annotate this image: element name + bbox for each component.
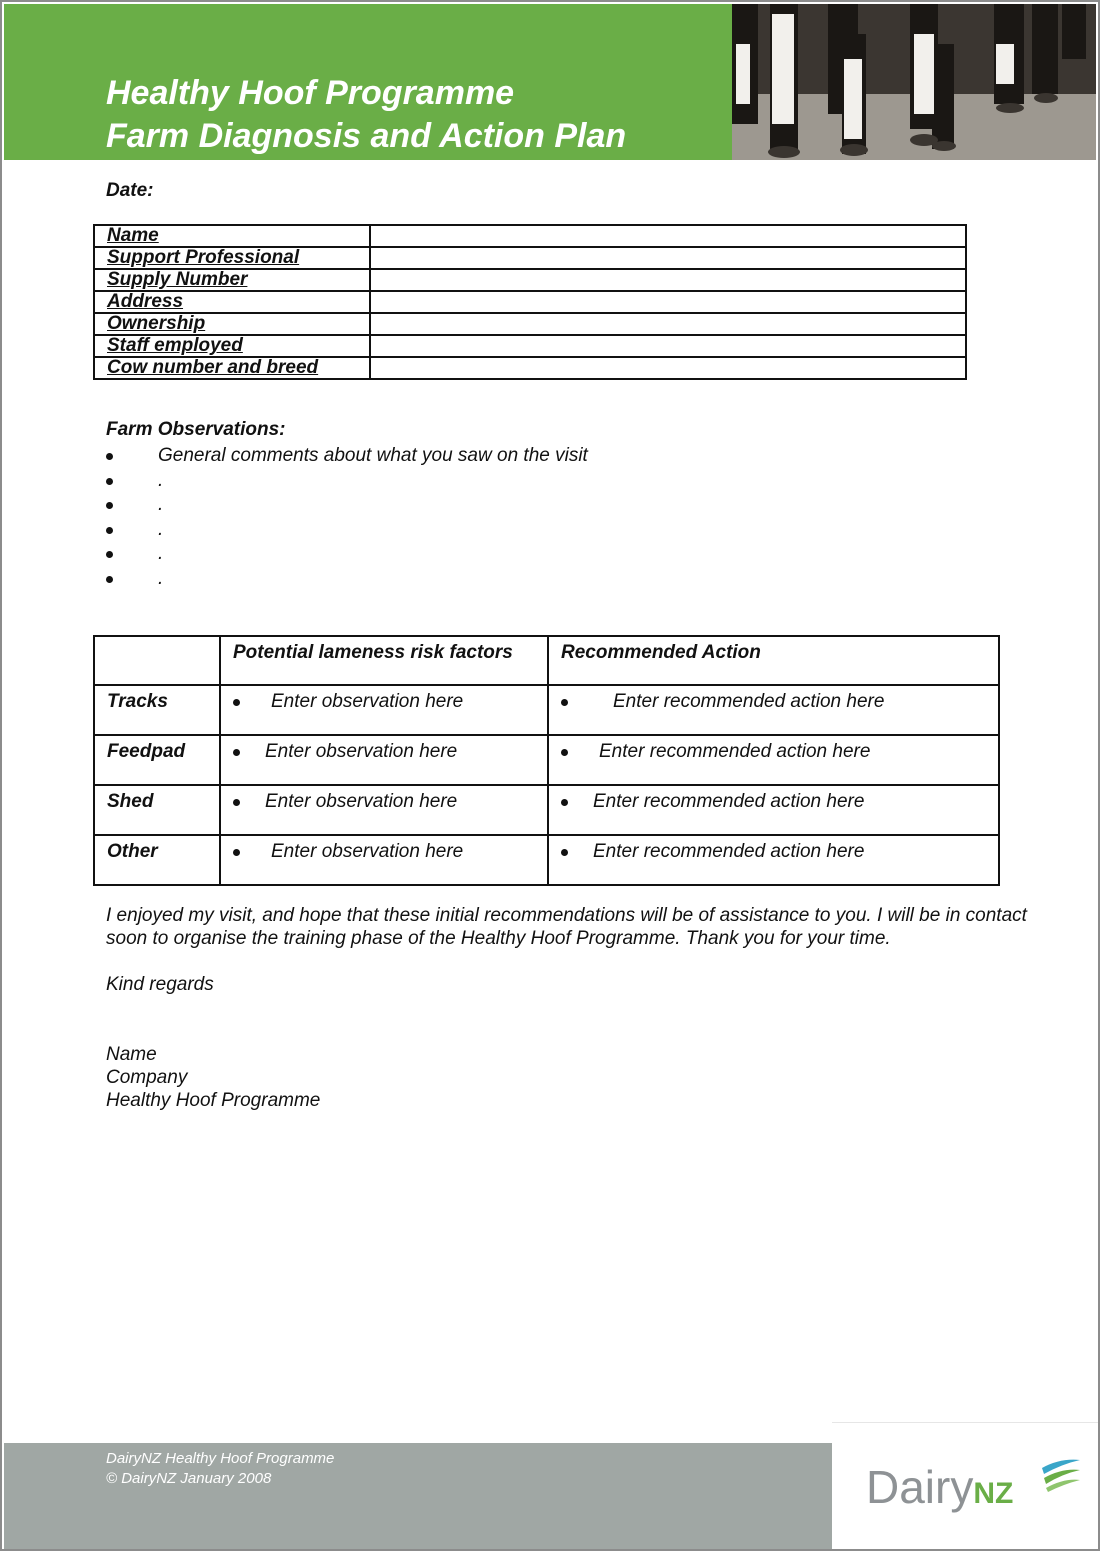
list-item[interactable] bbox=[106, 542, 588, 567]
title-line-1: Healthy Hoof Programme bbox=[106, 74, 515, 112]
name-field[interactable] bbox=[370, 225, 966, 247]
observation-cell[interactable] bbox=[220, 785, 548, 835]
header-empty bbox=[94, 636, 220, 685]
ownership-field[interactable] bbox=[370, 313, 966, 335]
field-label: Ownership bbox=[94, 313, 370, 335]
action-cell[interactable] bbox=[548, 735, 999, 785]
farm-info-table bbox=[93, 224, 967, 380]
table-row bbox=[94, 269, 966, 291]
risk-factors-table bbox=[93, 635, 1000, 886]
logo-nz: NZ bbox=[973, 1477, 1014, 1510]
dairynz-logo bbox=[866, 1460, 1013, 1514]
list-item-text: . bbox=[158, 494, 164, 515]
table-row bbox=[94, 313, 966, 335]
field-label: Cow number and breed bbox=[94, 357, 370, 379]
page-title bbox=[106, 72, 626, 158]
observation-cell[interactable] bbox=[220, 835, 548, 885]
bullet-icon bbox=[561, 749, 568, 756]
cows-legs-image bbox=[732, 4, 1096, 160]
table-row bbox=[94, 357, 966, 379]
footer-line-1: DairyNZ Healthy Hoof Programme bbox=[106, 1450, 335, 1467]
logo-swoosh-icon bbox=[1040, 1454, 1082, 1494]
logo-main: Dairy bbox=[866, 1461, 974, 1513]
field-label: Staff employed bbox=[94, 335, 370, 357]
table-row bbox=[94, 291, 966, 313]
bullet-icon bbox=[106, 478, 113, 485]
action-text: Enter recommended action here bbox=[613, 691, 885, 712]
table-row bbox=[94, 247, 966, 269]
row-label-tracks: Tracks bbox=[94, 685, 220, 735]
field-label: Supply Number bbox=[94, 269, 370, 291]
row-label-feedpad: Feedpad bbox=[94, 735, 220, 785]
bullet-icon bbox=[561, 699, 568, 706]
bullet-icon bbox=[106, 453, 113, 460]
list-item[interactable] bbox=[106, 469, 588, 494]
address-field[interactable] bbox=[370, 291, 966, 313]
signature-block bbox=[106, 1043, 320, 1112]
field-label: Support Professional bbox=[94, 247, 370, 269]
row-label-other: Other bbox=[94, 835, 220, 885]
observations-list bbox=[106, 444, 588, 591]
list-item-text: . bbox=[158, 567, 164, 589]
table-row bbox=[94, 735, 999, 785]
action-cell[interactable] bbox=[548, 835, 999, 885]
bullet-icon bbox=[233, 849, 240, 856]
kind-regards: Kind regards bbox=[106, 974, 214, 995]
table-row bbox=[94, 835, 999, 885]
field-label: Name bbox=[94, 225, 370, 247]
support-professional-field[interactable] bbox=[370, 247, 966, 269]
bullet-icon bbox=[233, 699, 240, 706]
action-cell[interactable] bbox=[548, 785, 999, 835]
signature-company: Company bbox=[106, 1067, 188, 1088]
list-item[interactable] bbox=[106, 518, 588, 543]
observation-text: Enter observation here bbox=[265, 741, 458, 762]
observation-text: Enter observation here bbox=[271, 841, 464, 862]
title-line-2: Farm Diagnosis and Action Plan bbox=[106, 117, 627, 155]
observation-cell[interactable] bbox=[220, 735, 548, 785]
table-row bbox=[94, 335, 966, 357]
footer-text bbox=[106, 1449, 334, 1489]
list-item-text: General comments about what you saw on the visit bbox=[158, 445, 588, 466]
row-label-shed: Shed bbox=[94, 785, 220, 835]
closing-paragraph: I enjoyed my visit, and hope that these initial recommendations will be of assistance to you. I will be in contact soon to organise the training phase of the Healthy Hoof Programme. Thank you for your time. bbox=[106, 905, 1027, 949]
bullet-icon bbox=[561, 849, 568, 856]
table-header-row bbox=[94, 636, 999, 685]
list-item[interactable] bbox=[106, 493, 588, 518]
observation-text: Enter observation here bbox=[271, 691, 464, 712]
bullet-icon bbox=[233, 749, 240, 756]
action-cell[interactable] bbox=[548, 685, 999, 735]
action-text: Enter recommended action here bbox=[593, 841, 865, 862]
table-row bbox=[94, 785, 999, 835]
bullet-icon bbox=[106, 502, 113, 509]
observations-heading: Farm Observations: bbox=[106, 419, 286, 440]
bullet-icon bbox=[106, 527, 113, 534]
staff-employed-field[interactable] bbox=[370, 335, 966, 357]
action-text: Enter recommended action here bbox=[593, 791, 865, 812]
table-row bbox=[94, 225, 966, 247]
observation-text: Enter observation here bbox=[265, 791, 458, 812]
list-item-text: . bbox=[158, 469, 164, 491]
bullet-icon bbox=[233, 799, 240, 806]
footer-line-2: © DairyNZ January 2008 bbox=[106, 1470, 272, 1487]
cow-number-breed-field[interactable] bbox=[370, 357, 966, 379]
list-item[interactable] bbox=[106, 567, 588, 592]
date-label: Date: bbox=[106, 180, 154, 201]
observation-cell[interactable] bbox=[220, 685, 548, 735]
cows-photo bbox=[732, 4, 1096, 160]
signature-name: Name bbox=[106, 1044, 157, 1065]
bullet-icon bbox=[106, 576, 113, 583]
supply-number-field[interactable] bbox=[370, 269, 966, 291]
list-item-text: . bbox=[158, 543, 164, 564]
list-item[interactable] bbox=[106, 444, 588, 469]
signature-programme: Healthy Hoof Programme bbox=[106, 1090, 321, 1111]
table-row bbox=[94, 685, 999, 735]
list-item-text: . bbox=[158, 518, 164, 540]
header-recommended-action: Recommended Action bbox=[548, 636, 999, 685]
action-text: Enter recommended action here bbox=[599, 741, 871, 762]
bullet-icon bbox=[106, 551, 113, 558]
bullet-icon bbox=[561, 799, 568, 806]
field-label: Address bbox=[94, 291, 370, 313]
header-risk-factors: Potential lameness risk factors bbox=[220, 636, 548, 685]
